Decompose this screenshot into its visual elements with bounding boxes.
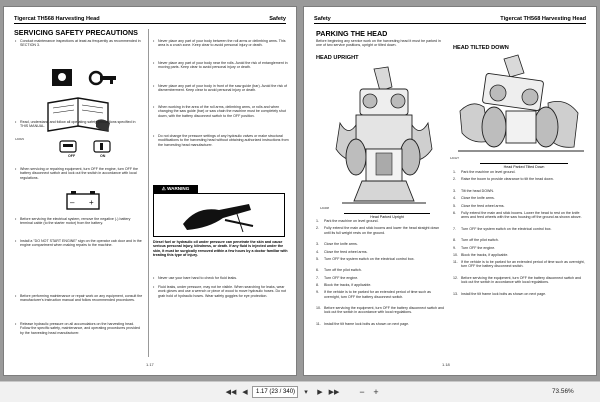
svg-text:+: + bbox=[89, 198, 94, 207]
safety-bullet-4: • Before servicing the electrical system, remove the negative (-) battery terminal cable (to the starter motor) from the battery. bbox=[15, 217, 143, 226]
step-number: 10. bbox=[316, 306, 321, 311]
procedure-step bbox=[316, 276, 446, 280]
step-number: 8. bbox=[453, 238, 456, 243]
right-header-title: Tigercat TH568 Harvesting Head bbox=[500, 16, 586, 22]
procedure-step bbox=[453, 211, 587, 220]
step-text: Close the feed wheel arms. bbox=[324, 249, 368, 254]
step-text: Park the machine on level ground. bbox=[324, 219, 379, 223]
safety-bullet-9: • Never place any part of your body near the rolls. Avoid the risk of entanglement in moving parts. Keep clear to avoid personal injury or death. bbox=[153, 61, 289, 70]
last-page-icon: ▶▶ bbox=[328, 389, 340, 396]
procedure-step bbox=[453, 189, 587, 193]
switch-off-label: OFF bbox=[68, 154, 76, 158]
safety-bullet-2: • Read, understand and follow all operating safety precautions specified in THIS MANUAL. bbox=[15, 120, 143, 129]
step-number: 4. bbox=[453, 196, 456, 201]
step-text: Install the tilt frame lock bolts as shown on next page. bbox=[324, 322, 410, 327]
step-text: If the vehicle is to be parked for an extended period of time such as overnight, turn OFF the battery disconnect switch. bbox=[461, 260, 585, 269]
parking-intro: Before beginning any service work on the harvesting head it must be parked in one of two service positions, upright or tilted down. bbox=[316, 39, 441, 48]
safety-bullet-14: • Fluid leaks, under pressure, may not be visible. When searching for leaks, wear work gloves and use a wrench or piece of wood to move hydraulic hoses. Do not grab hold of hydraulic hoses. Wear safety goggles for eye protection. bbox=[153, 285, 289, 298]
step-text: Turn OFF the system switch on the electrical control box. bbox=[461, 226, 552, 231]
head-upright-heading: HEAD UPRIGHT bbox=[316, 55, 359, 61]
step-number: 10. bbox=[453, 252, 458, 257]
procedure-step bbox=[453, 292, 587, 296]
right-page-header bbox=[314, 16, 586, 24]
warning-triangle-icon: ⚠ bbox=[161, 186, 168, 191]
step-number: 11. bbox=[316, 322, 321, 327]
step-text: Close the knife arms. bbox=[461, 196, 495, 201]
safety-bullet-6: • Before performing maintenance or repair work on any equipment, consult the manufacturer's instruction manual and follow recommended procedures. bbox=[15, 294, 143, 303]
step-number: 7. bbox=[453, 226, 456, 231]
step-number: 6. bbox=[316, 268, 319, 273]
left-header-title: Tigercat TH568 Harvesting Head bbox=[14, 16, 100, 22]
step-number: 1. bbox=[453, 170, 456, 174]
step-number: 13. bbox=[453, 292, 458, 296]
zoom-out-icon: − bbox=[359, 387, 365, 397]
step-text: If the vehicle is to be parked for an extended period of time such as overnight, turn OFF the battery disconnect switch. bbox=[324, 290, 431, 299]
step-text: Turn OFF the engine. bbox=[324, 275, 359, 280]
switch-on-label: ON bbox=[100, 154, 106, 158]
page-dropdown-button[interactable] bbox=[300, 387, 312, 398]
step-text: Park the machine on level ground. bbox=[461, 170, 516, 174]
step-number: 2. bbox=[316, 226, 319, 231]
switch-on-icon bbox=[94, 141, 110, 152]
left-page bbox=[3, 6, 297, 376]
zoom-out-button[interactable] bbox=[356, 387, 368, 398]
battery-icon bbox=[64, 189, 102, 211]
procedure-step bbox=[453, 170, 587, 174]
procedure-step bbox=[453, 227, 587, 231]
zoom-level[interactable]: 73.56% bbox=[552, 388, 574, 395]
procedure-step bbox=[316, 219, 446, 223]
step-number: 5. bbox=[453, 203, 456, 208]
battery-switch-figure bbox=[52, 139, 122, 163]
zoom-in-icon: + bbox=[373, 387, 379, 397]
step-text: Install the tilt frame lock bolts as shown on next page. bbox=[461, 292, 547, 296]
step-text: Turn off the pilot switch. bbox=[461, 238, 499, 243]
step-text: Before servicing the equipment, turn OFF the battery disconnect switch and lock out the switch in accordance with local regulations. bbox=[461, 276, 582, 285]
hand-injection-icon bbox=[179, 198, 259, 234]
svg-text:–: – bbox=[70, 198, 75, 207]
step-number: 8. bbox=[316, 283, 319, 287]
procedure-step bbox=[316, 250, 446, 254]
step-number: 6. bbox=[453, 210, 456, 215]
step-number: 4. bbox=[316, 249, 319, 254]
tilted-figure-code: 1A0127 bbox=[450, 157, 459, 160]
step-text: Before servicing the equipment, turn OFF the battery disconnect switch and lock out the switch in accordance with local regulations. bbox=[324, 306, 445, 315]
left-page-title: SERVICING SAFETY PRECAUTIONS bbox=[14, 28, 138, 37]
step-number: 5. bbox=[316, 256, 319, 261]
procedure-step bbox=[453, 260, 587, 269]
last-page-button[interactable] bbox=[328, 387, 340, 398]
figure-code: 1A0629 bbox=[15, 138, 24, 141]
next-page-icon: ▶ bbox=[317, 389, 323, 396]
procedure-step bbox=[316, 257, 446, 261]
step-number: 7. bbox=[316, 275, 319, 280]
first-page-button[interactable] bbox=[225, 387, 237, 398]
column-divider bbox=[148, 29, 149, 357]
procedure-step bbox=[453, 253, 587, 257]
safety-bullet-8: • Never place any part of your body between the roll arms or delimbing arms. This area is a crush zone. Keep clear to avoid personal injury or death. bbox=[153, 39, 289, 48]
procedure-step bbox=[453, 196, 587, 200]
procedure-step bbox=[453, 177, 587, 181]
warning-label bbox=[153, 185, 198, 193]
safety-bullet-1: • Conduct maintenance inspections at least as frequently as recommended in SECTION 3. bbox=[15, 39, 143, 48]
warning-text: Diesel fuel or hydraulic oil under pressure can penetrate the skin and cause serious personal injury, blindness, or death. If any fluid is injected under the skin, it must be surgically removed within a few hours by a doctor familiar with treating this type of injury. bbox=[153, 240, 288, 257]
step-text: Turn off the pilot switch. bbox=[324, 268, 362, 273]
safety-bullet-12: • Do not change the pressure settings of any hydraulic valves or make structural modifications to the harvesting head without obtaining authorized instructions from the harvesting head manufacturer. bbox=[153, 134, 289, 147]
step-number: 9. bbox=[316, 290, 319, 295]
procedure-step bbox=[316, 290, 446, 299]
step-number: 12. bbox=[453, 276, 458, 281]
safety-bullet-3: • When servicing or repairing equipment, turn OFF the engine, turn OFF the battery disconnect switch and lock out the switch in accordance with local regulations. bbox=[15, 167, 143, 180]
step-text: Tilt the head DOWN. bbox=[461, 188, 495, 193]
procedure-step bbox=[316, 226, 446, 235]
right-page-title: PARKING THE HEAD bbox=[316, 29, 388, 38]
step-text: Turn OFF the system switch on the electrical control box. bbox=[324, 256, 415, 261]
prev-page-button[interactable] bbox=[239, 387, 251, 398]
step-text: Block the tracks, if applicable. bbox=[324, 283, 372, 287]
head-tilted-heading: HEAD TILTED DOWN bbox=[453, 45, 509, 51]
viewer-toolbar bbox=[0, 381, 600, 402]
right-page bbox=[303, 6, 597, 376]
step-number: 11. bbox=[453, 260, 458, 265]
page-number-input[interactable]: 1.17 (23 / 340) bbox=[252, 386, 298, 398]
step-text: Fully extend the main and stick booms. Lower the head to rest on the knife arms and feed wheels with the saw housing off the ground as shown above. bbox=[461, 210, 582, 220]
step-number: 2. bbox=[453, 177, 456, 182]
safety-bullet-5: • Install a "DO NOT START ENGINE" sign on the operator cab door and in the engine compartment when making repairs to the machine. bbox=[15, 239, 143, 248]
step-text: Block the tracks, if applicable. bbox=[461, 252, 509, 257]
step-text: Close the feed wheel arms. bbox=[461, 203, 505, 208]
upright-figure-code: 1A0498 bbox=[320, 207, 329, 210]
safety-bullet-10: • Never place any part of your body in front of the saw guide (bar). Avoid the risk of dismemberment. Keep clear to avoid personal injury or death. bbox=[153, 84, 289, 93]
right-header-section: Safety bbox=[314, 16, 331, 22]
head-upright-figure bbox=[322, 65, 440, 211]
step-number: 9. bbox=[453, 245, 456, 250]
first-page-icon: ◀◀ bbox=[225, 389, 237, 396]
left-page-number: 1.17 bbox=[146, 362, 154, 367]
step-number: 3. bbox=[316, 242, 319, 247]
warning-label-text: WARNING bbox=[167, 186, 190, 191]
zoom-in-button[interactable] bbox=[370, 387, 382, 398]
tag-key-icon bbox=[52, 69, 116, 86]
step-text: Turn OFF the engine. bbox=[461, 245, 496, 250]
procedure-step bbox=[316, 306, 446, 315]
left-page-header bbox=[14, 16, 286, 24]
step-number: 1. bbox=[316, 219, 319, 223]
procedure-step bbox=[453, 276, 587, 285]
head-tilted-figure bbox=[454, 53, 588, 161]
procedure-step bbox=[453, 246, 587, 250]
right-page-number: 1.18 bbox=[442, 362, 450, 367]
procedure-step bbox=[316, 268, 446, 272]
procedure-step bbox=[316, 322, 446, 326]
head-tilted-caption: Head Parked Tilted Down bbox=[480, 163, 568, 169]
next-page-button[interactable] bbox=[314, 387, 326, 398]
chevron-down-icon: ▾ bbox=[304, 389, 308, 396]
step-text: Close the knife arms. bbox=[324, 242, 358, 247]
left-header-section: Safety bbox=[269, 16, 286, 22]
switch-off-icon bbox=[60, 141, 76, 152]
procedure-step bbox=[453, 238, 587, 242]
procedure-step bbox=[316, 242, 446, 246]
safety-bullet-11: • When working in the area of the roll arms, delimbing arms, or rolls and when changing the saw guide (bar) or saw chain the machine must be completely shut down, with the battery disconnect switch to the OFF position. bbox=[153, 105, 289, 118]
prev-page-icon: ◀ bbox=[242, 389, 248, 396]
warning-box bbox=[153, 193, 285, 237]
step-text: Raise the boom to provide clearance to tilt the head down. bbox=[461, 177, 554, 182]
step-number: 3. bbox=[453, 188, 456, 193]
procedure-step bbox=[316, 283, 446, 287]
step-text: Fully extend the main and stick booms and lower the head straight down until its full weight rests on the ground. bbox=[324, 226, 440, 235]
head-upright-caption: Head Parked Upright bbox=[344, 213, 430, 219]
safety-bullet-13: • Never use your bare hand to check for fluid leaks. bbox=[153, 276, 289, 280]
procedure-step bbox=[453, 204, 587, 208]
safety-bullet-7: • Release hydraulic pressure on all accumulators on the harvesting head. Follow the specific safety, maintenance, and operating procedures provided by the harvesting head manufacturer. bbox=[15, 322, 143, 335]
